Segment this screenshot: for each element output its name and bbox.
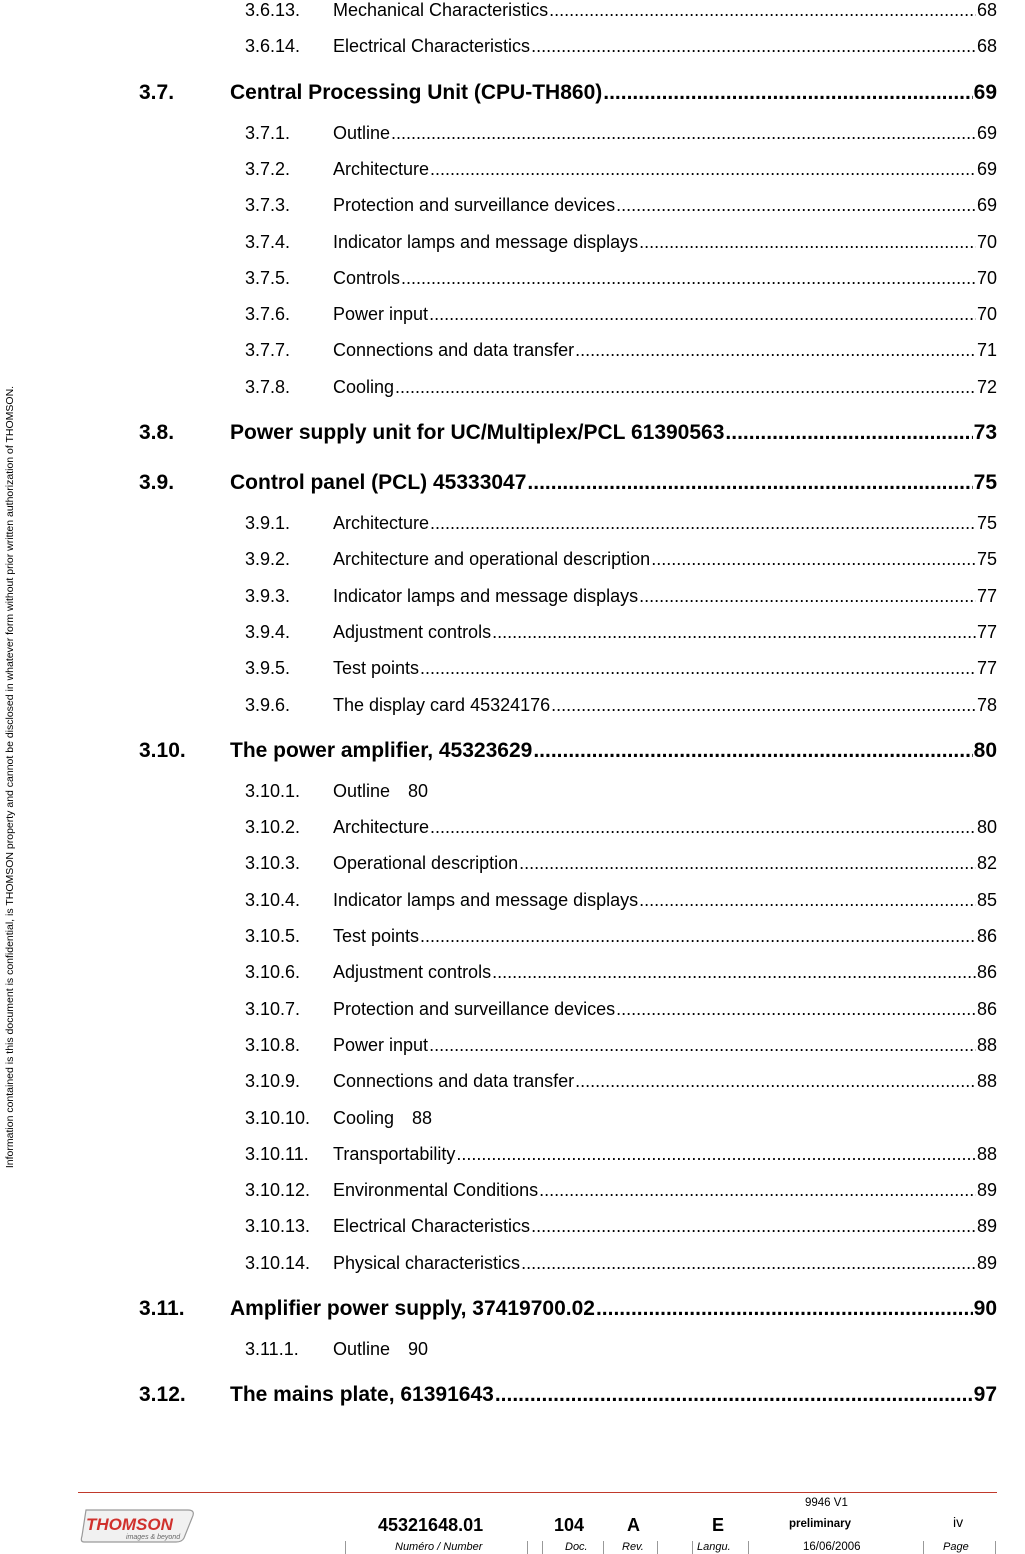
toc-subsection[interactable] bbox=[0, 853, 1025, 877]
language-label: Langu. bbox=[697, 1541, 731, 1553]
toc-number: 3.7.6. bbox=[245, 304, 291, 325]
toc-number: 3.7.2. bbox=[245, 158, 291, 179]
toc-subsection[interactable] bbox=[0, 549, 1025, 573]
page-number: iv bbox=[953, 1514, 964, 1530]
toc-subsection[interactable] bbox=[0, 123, 1025, 147]
toc-title: Test points bbox=[333, 926, 420, 946]
toc-subsection[interactable] bbox=[0, 36, 1025, 60]
toc-subsection[interactable] bbox=[0, 195, 1025, 219]
doc-code: 104 bbox=[554, 1515, 585, 1535]
toc-leader bbox=[539, 1180, 976, 1201]
toc-page: 69 bbox=[976, 158, 997, 179]
toc-subsection[interactable] bbox=[0, 781, 1025, 805]
toc-subsection[interactable] bbox=[0, 695, 1025, 719]
toc-title: Architecture bbox=[333, 513, 430, 533]
toc-page: 70 bbox=[976, 304, 997, 325]
toc-number: 3.6.14. bbox=[245, 36, 301, 57]
toc-number: 3.10.9. bbox=[245, 1071, 301, 1092]
toc-number: 3.7.8. bbox=[245, 376, 291, 397]
toc-subsection[interactable] bbox=[0, 817, 1025, 841]
toc-title: Adjustment controls bbox=[333, 962, 492, 983]
toc-number: 3.7.5. bbox=[245, 267, 291, 288]
toc-page: 69 bbox=[976, 122, 997, 143]
toc-subsection[interactable] bbox=[0, 232, 1025, 256]
toc-page: 72 bbox=[976, 376, 997, 397]
toc-title: Architecture and operational description bbox=[333, 549, 651, 570]
toc-subsection[interactable] bbox=[0, 377, 1025, 401]
toc-title: Cooling bbox=[333, 376, 395, 397]
confidentiality-text: Information contained is this document is confidential, is THOMSON property and cannot be disclosed in whatever form without prior written authorization of THOMSON. bbox=[4, 385, 16, 1169]
toc-title: Amplifier power supply, 37419700.02 bbox=[230, 1297, 595, 1320]
toc-page: 70 bbox=[976, 231, 997, 252]
toc-subsection[interactable] bbox=[0, 0, 1025, 24]
toc-number: 3.10.7. bbox=[245, 998, 301, 1019]
toc-leader bbox=[639, 232, 976, 253]
logo-wordmark: THOMSON bbox=[86, 1515, 173, 1534]
toc-leader bbox=[575, 340, 976, 361]
toc-title: Power input bbox=[333, 304, 429, 325]
toc-number: 3.9. bbox=[139, 471, 175, 494]
toc-title: Test points bbox=[333, 658, 420, 679]
toc-number: 3.7.3. bbox=[245, 195, 291, 216]
toc-number: 3.10.11. bbox=[245, 1143, 309, 1164]
toc-leader bbox=[616, 195, 976, 216]
toc-leader bbox=[429, 1035, 976, 1056]
toc-page: 88 bbox=[412, 1107, 433, 1128]
toc-number: 3.10.6. bbox=[245, 962, 301, 983]
toc-page: 86 bbox=[976, 926, 997, 946]
toc-subsection[interactable] bbox=[0, 1035, 1025, 1059]
toc-page: 82 bbox=[976, 853, 997, 874]
toc-subsection[interactable] bbox=[0, 622, 1025, 646]
toc-title: Power supply unit for UC/Multiplex/PCL 61390563 bbox=[230, 421, 725, 444]
toc-number: 3.6.13. bbox=[245, 0, 301, 20]
toc-title: Architecture bbox=[333, 158, 430, 179]
toc-leader bbox=[549, 0, 976, 21]
toc-leader bbox=[391, 123, 976, 144]
toc-page: 89 bbox=[976, 1180, 997, 1201]
toc-title: The power amplifier, 45323629 bbox=[230, 738, 533, 762]
revision: A bbox=[627, 1515, 640, 1535]
toc-page: 68 bbox=[976, 0, 997, 20]
toc-number: 3.10.10. bbox=[245, 1107, 311, 1128]
toc-title: Indicator lamps and message displays bbox=[333, 231, 639, 252]
toc-number: 3.10.4. bbox=[245, 889, 301, 910]
toc-title: Operational description bbox=[333, 853, 519, 874]
toc-number: 3.7.4. bbox=[245, 231, 291, 252]
toc-leader bbox=[430, 159, 976, 180]
toc-subsection[interactable] bbox=[0, 513, 1025, 537]
toc-leader bbox=[395, 377, 976, 398]
toc-number: 3.10.2. bbox=[245, 817, 301, 838]
toc-page: 78 bbox=[976, 694, 997, 715]
toc-leader bbox=[616, 999, 976, 1020]
toc-subsection[interactable] bbox=[0, 586, 1025, 610]
toc-title: Indicator lamps and message displays bbox=[333, 889, 639, 910]
document-date: 16/06/2006 bbox=[803, 1541, 861, 1553]
toc-title: Control panel (PCL) 45333047 bbox=[230, 471, 527, 494]
toc-number: 3.12. bbox=[139, 1383, 186, 1407]
toc-page: 75 bbox=[976, 549, 997, 570]
toc-page: 70 bbox=[976, 267, 997, 288]
toc-page: 71 bbox=[976, 340, 997, 361]
toc-page: 69 bbox=[976, 195, 997, 216]
toc-leader bbox=[596, 1297, 973, 1321]
toc-leader bbox=[401, 268, 976, 289]
toc-subsection[interactable] bbox=[0, 999, 1025, 1023]
toc-leader bbox=[651, 549, 976, 570]
toc-subsection[interactable] bbox=[0, 1108, 1025, 1132]
toc-leader bbox=[603, 81, 972, 105]
toc-subsection[interactable] bbox=[0, 340, 1025, 364]
toc-number: 3.10.1. bbox=[245, 780, 301, 801]
toc-page: 89 bbox=[976, 1216, 997, 1237]
toc-number: 3.10.12. bbox=[245, 1180, 311, 1201]
toc-title: Central Processing Unit (CPU-TH860) bbox=[230, 80, 603, 104]
toc-leader bbox=[519, 853, 976, 874]
toc-number: 3.9.6. bbox=[245, 694, 291, 715]
toc-leader bbox=[575, 1071, 976, 1092]
toc-title: Connections and data transfer bbox=[333, 340, 575, 361]
revision-label: Rev. bbox=[622, 1541, 644, 1553]
toc-page: 73 bbox=[973, 421, 997, 444]
toc-page: 75 bbox=[976, 513, 997, 533]
toc-page: 77 bbox=[976, 621, 997, 642]
toc-title: Power input bbox=[333, 1034, 429, 1055]
toc-page: 86 bbox=[976, 962, 997, 983]
footer-divider bbox=[78, 1492, 997, 1493]
toc-number: 3.10.3. bbox=[245, 853, 301, 874]
toc-number: 3.10.8. bbox=[245, 1034, 301, 1055]
toc-section[interactable] bbox=[0, 421, 1025, 449]
toc-leader bbox=[639, 586, 976, 607]
toc-leader bbox=[456, 1144, 976, 1165]
toc-page: 86 bbox=[976, 998, 997, 1019]
toc-title: Electrical Characteristics bbox=[333, 36, 531, 57]
toc-title: Cooling bbox=[333, 1107, 395, 1128]
toc-title: Outline bbox=[333, 122, 391, 143]
toc-page: 90 bbox=[973, 1297, 997, 1320]
toc-subsection[interactable] bbox=[0, 658, 1025, 682]
toc-page: 77 bbox=[976, 585, 997, 606]
toc-page: 89 bbox=[976, 1252, 997, 1273]
toc-number: 3.9.3. bbox=[245, 585, 291, 606]
toc-title: Environmental Conditions bbox=[333, 1180, 539, 1201]
toc-page: 88 bbox=[976, 1071, 997, 1092]
toc-title: Controls bbox=[333, 267, 401, 288]
toc-page: 88 bbox=[976, 1143, 997, 1164]
language: E bbox=[712, 1515, 725, 1535]
toc-subsection[interactable] bbox=[0, 926, 1025, 950]
toc-number: 3.8. bbox=[139, 421, 175, 444]
toc-number: 3.7.1. bbox=[245, 122, 291, 143]
toc-title: The mains plate, 61391643 bbox=[230, 1383, 494, 1407]
toc-subsection[interactable] bbox=[0, 890, 1025, 914]
toc-leader bbox=[531, 1216, 976, 1237]
toc-title: Physical characteristics bbox=[333, 1252, 521, 1273]
toc-section[interactable] bbox=[0, 739, 1025, 767]
toc-number: 3.10.13. bbox=[245, 1216, 311, 1237]
toc-page: 85 bbox=[976, 889, 997, 910]
toc-leader bbox=[725, 421, 972, 445]
toc-number: 3.7. bbox=[139, 80, 175, 104]
doc-label: Doc. bbox=[565, 1541, 588, 1553]
toc-page: 68 bbox=[976, 36, 997, 57]
toc-page: 90 bbox=[408, 1339, 429, 1359]
toc-page: 97 bbox=[973, 1383, 997, 1407]
toc-title: Outline bbox=[333, 1339, 391, 1359]
toc-title: The display card 45324176 bbox=[333, 694, 551, 715]
toc-title: Architecture bbox=[333, 817, 430, 838]
toc-number: 3.9.4. bbox=[245, 621, 291, 642]
toc-title: Outline bbox=[333, 780, 391, 801]
toc-subsection[interactable] bbox=[0, 159, 1025, 183]
toc-section[interactable] bbox=[0, 471, 1025, 499]
toc-number: 3.10. bbox=[139, 738, 186, 762]
toc-leader bbox=[531, 36, 976, 57]
toc-leader bbox=[492, 962, 976, 983]
toc-section[interactable] bbox=[0, 1297, 1025, 1325]
toc-leader bbox=[429, 304, 976, 325]
toc-page: 88 bbox=[976, 1034, 997, 1055]
toc-subsection[interactable] bbox=[0, 1339, 1025, 1363]
doc-number: 45321648.01 bbox=[378, 1515, 484, 1535]
version: 9946 V1 bbox=[805, 1497, 848, 1509]
toc-subsection[interactable] bbox=[0, 268, 1025, 292]
toc-page: 80 bbox=[408, 780, 429, 801]
toc-leader bbox=[430, 513, 976, 534]
toc-page: 75 bbox=[973, 471, 997, 494]
toc-title: Protection and surveillance devices bbox=[333, 195, 616, 216]
page-label: Page bbox=[943, 1541, 969, 1553]
toc-subsection[interactable] bbox=[0, 962, 1025, 986]
toc-leader bbox=[420, 658, 976, 679]
toc-leader bbox=[533, 739, 972, 763]
toc-number: 3.9.1. bbox=[245, 513, 291, 533]
toc-number: 3.11.1. bbox=[245, 1339, 299, 1359]
toc-title: Mechanical Characteristics bbox=[333, 0, 549, 20]
toc-subsection[interactable] bbox=[0, 1253, 1025, 1277]
toc-leader bbox=[551, 695, 976, 716]
toc-page: 69 bbox=[973, 80, 997, 104]
toc-subsection[interactable] bbox=[0, 304, 1025, 328]
toc-page: 77 bbox=[976, 658, 997, 679]
toc-section[interactable] bbox=[0, 1383, 1025, 1411]
toc-number: 3.10.5. bbox=[245, 926, 301, 946]
toc-number: 3.10.14. bbox=[245, 1252, 311, 1273]
toc-title: Transportability bbox=[333, 1143, 456, 1164]
logo-tagline: images & beyond bbox=[126, 1534, 181, 1541]
doc-number-label: Numéro / Number bbox=[395, 1541, 483, 1553]
toc-title: Protection and surveillance devices bbox=[333, 998, 616, 1019]
toc-leader bbox=[495, 1383, 973, 1407]
toc-number: 3.11. bbox=[139, 1297, 185, 1320]
toc-number: 3.9.2. bbox=[245, 549, 291, 570]
toc-subsection[interactable] bbox=[0, 1216, 1025, 1240]
document-status: preliminary bbox=[789, 1518, 851, 1530]
toc-subsection[interactable] bbox=[0, 1180, 1025, 1204]
toc-title: Indicator lamps and message displays bbox=[333, 585, 639, 606]
toc-leader bbox=[521, 1253, 976, 1274]
toc-number: 3.7.7. bbox=[245, 340, 291, 361]
toc-leader bbox=[420, 926, 976, 947]
toc-subsection[interactable] bbox=[0, 1144, 1025, 1168]
thomson-logo bbox=[80, 1500, 200, 1548]
toc-leader bbox=[639, 890, 976, 911]
toc-leader bbox=[527, 471, 972, 495]
toc-section[interactable] bbox=[0, 81, 1025, 109]
toc-page: 80 bbox=[973, 738, 997, 762]
toc-title: Adjustment controls bbox=[333, 621, 492, 642]
toc-title: Connections and data transfer bbox=[333, 1071, 575, 1092]
toc-number: 3.9.5. bbox=[245, 658, 291, 679]
toc-title: Electrical Characteristics bbox=[333, 1216, 531, 1237]
toc-subsection[interactable] bbox=[0, 1071, 1025, 1095]
toc-leader bbox=[492, 622, 976, 643]
toc-page: 80 bbox=[976, 817, 997, 838]
toc-leader bbox=[430, 817, 976, 838]
